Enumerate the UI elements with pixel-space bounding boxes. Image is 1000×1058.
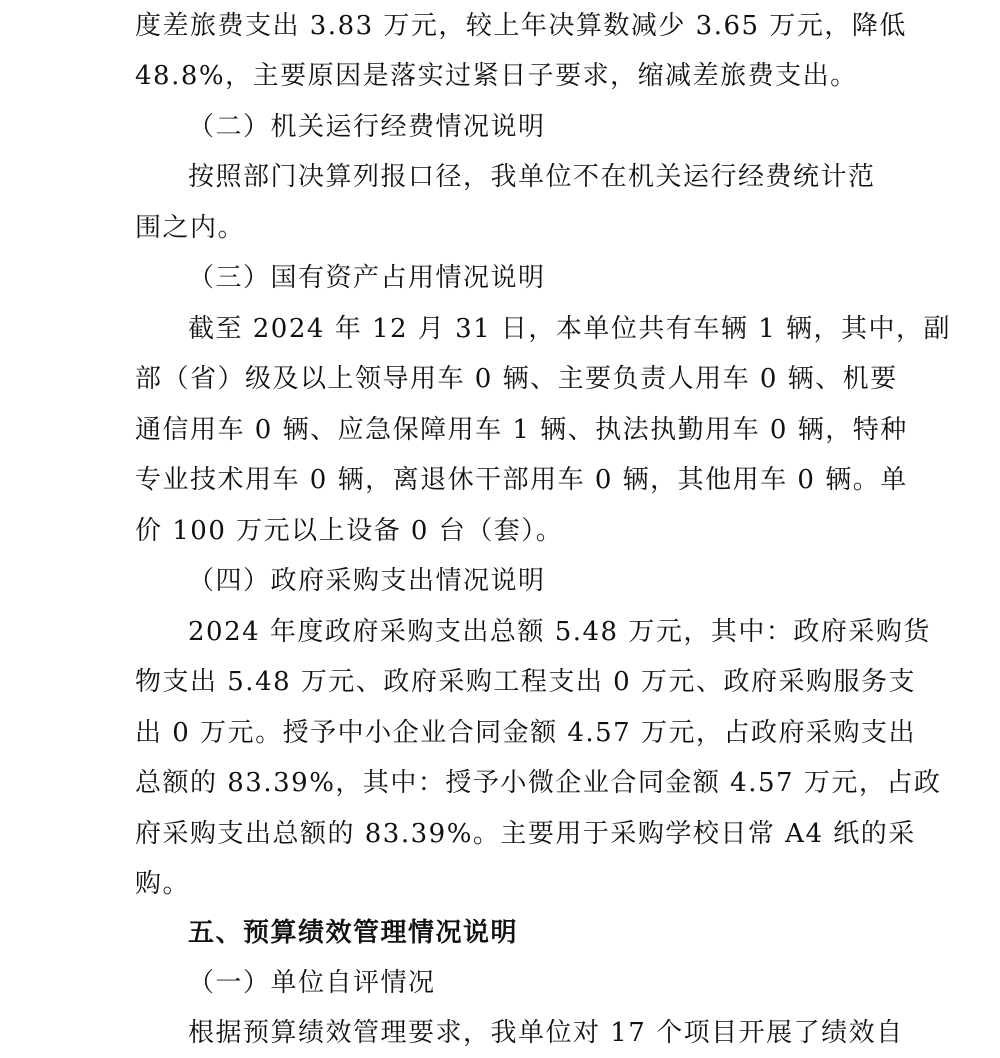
heading-text: （四）政府采购支出情况说明: [188, 566, 546, 596]
text-line: 专业技术用车 0 辆，离退休干部用车 0 辆，其他用车 0 辆。单: [135, 465, 908, 495]
paragraph-line: [135, 354, 898, 404]
section-heading: [188, 556, 878, 606]
paragraph-line: [0, 1, 907, 51]
text-line: 2024 年度政府采购支出总额 5.48 万元，其中：政府采购货: [188, 617, 931, 647]
paragraph-line: [135, 203, 875, 253]
text-line: 48.8%，主要原因是落实过紧日子要求，缩减差旅费支出。: [135, 61, 858, 91]
paragraph-line: [135, 809, 916, 859]
section-heading: [188, 958, 878, 1008]
heading-text: （一）单位自评情况: [188, 968, 436, 998]
paragraph-line: [135, 506, 875, 556]
text-line: 按照部门决算列报口径，我单位不在机关运行经费统计范: [188, 162, 876, 192]
text-line: 物支出 5.48 万元、政府采购工程支出 0 万元、政府采购服务支: [135, 667, 916, 697]
section-heading: [188, 102, 878, 152]
text-line: 围之内。: [135, 213, 246, 243]
text-line: 出 0 万元。授予中小企业合同金额 4.57 万元，占政府采购支出: [135, 718, 916, 748]
heading-text: （三）国有资产占用情况说明: [188, 263, 546, 293]
text-line: 府采购支出总额的 83.39%。主要用于采购学校日常 A4 纸的采: [135, 819, 916, 849]
paragraph-line: [135, 859, 875, 909]
chapter-heading: [188, 908, 878, 958]
paragraph-line: [135, 51, 875, 101]
text-line: 根据预算绩效管理要求，我单位对 17 个项目开展了绩效自: [188, 1018, 904, 1048]
heading-text: 五、预算绩效管理情况说明: [188, 918, 519, 948]
text-line: 价 100 万元以上设备 0 台（套）。: [135, 516, 564, 546]
paragraph-line: [135, 405, 908, 455]
text-line: 购。: [135, 869, 191, 899]
heading-text: （二）机关运行经费情况说明: [188, 112, 546, 142]
paragraph-line: [135, 657, 916, 707]
text-line: 度差旅费支出 3.83 万元，较上年决算数减少 3.65 万元，降低: [135, 11, 907, 41]
paragraph-line: [135, 455, 908, 505]
section-heading: [188, 253, 878, 303]
text-line: 通信用车 0 辆、应急保障用车 1 辆、执法执勤用车 0 辆，特种: [135, 415, 908, 445]
text-line: 截至 2024 年 12 月 31 日，本单位共有车辆 1 辆，其中，副: [188, 314, 951, 344]
text-line: 总额的 83.39%，其中：授予小微企业合同金额 4.57 万元，占政: [135, 768, 942, 798]
paragraph-line: [188, 607, 931, 657]
paragraph-line: [188, 152, 875, 202]
paragraph-line: [135, 758, 942, 808]
paragraph-line: [188, 304, 951, 354]
paragraph-line: [135, 708, 916, 758]
paragraph-line: [188, 1008, 904, 1058]
text-line: 部（省）级及以上领导用车 0 辆、主要负责人用车 0 辆、机要: [135, 364, 898, 394]
